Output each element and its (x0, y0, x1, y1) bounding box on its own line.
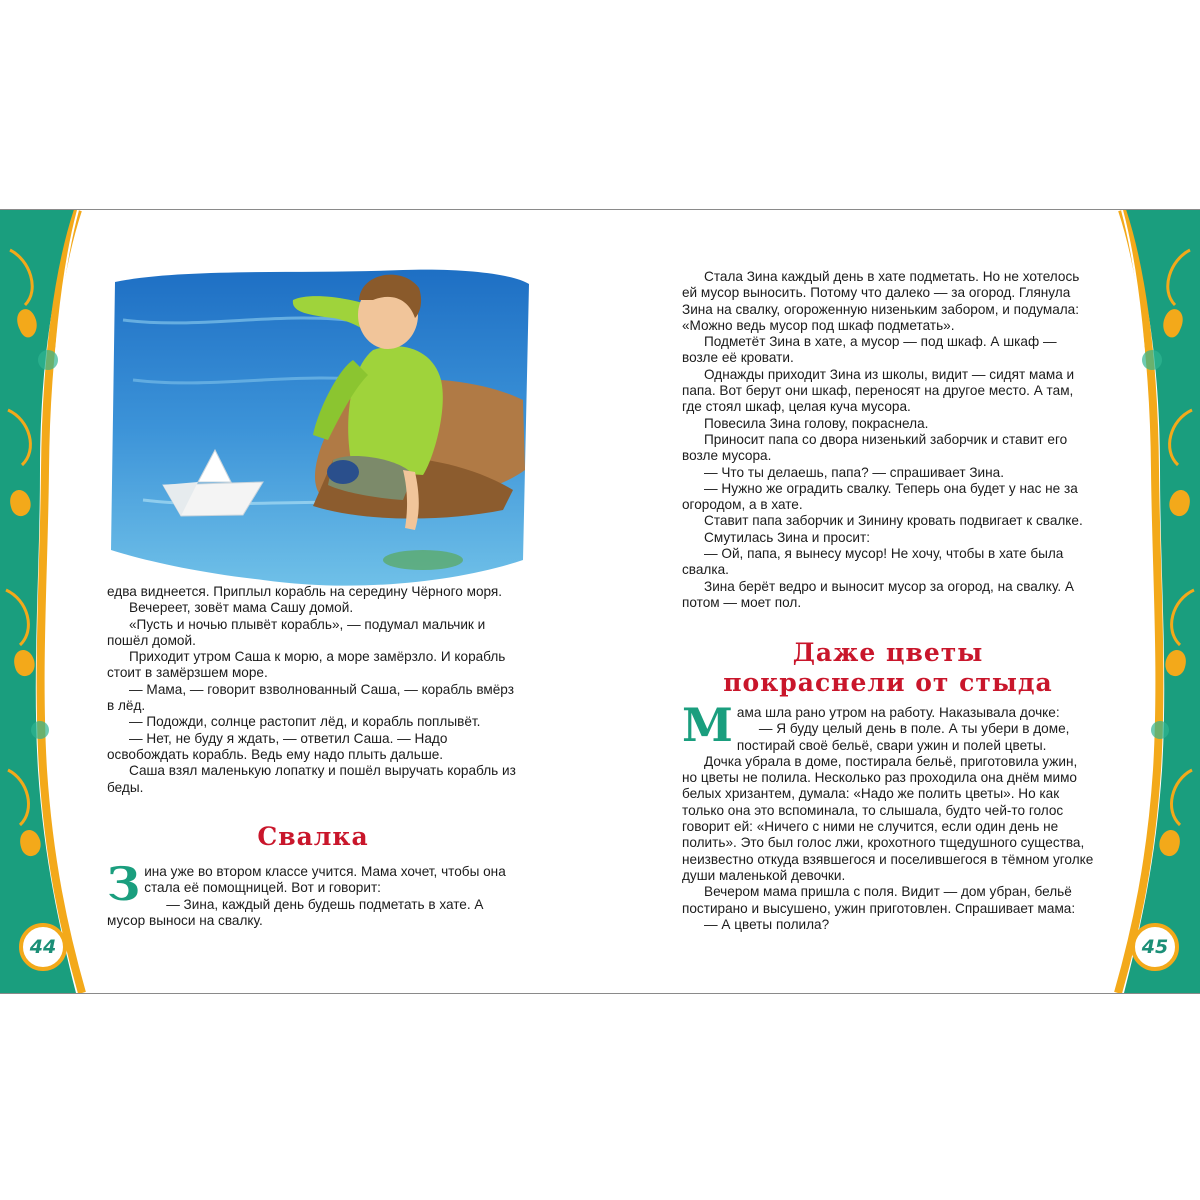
story-title-flowers (682, 638, 1094, 698)
left-page-text-bottom (107, 857, 519, 929)
paragraph: — Ой, папа, я вынесу мусор! Не хочу, чтобы в хате была свалка. (682, 546, 1064, 578)
paragraph: Зина берёт ведро и выносит мусор за огород, на свалку. А потом — моет пол. (682, 578, 1074, 610)
right-page-text-top (682, 269, 1094, 611)
story-title-svalka: Свалка (257, 822, 369, 851)
paragraph-text: ама шла рано утром на работу. Наказывала дочке: (736, 705, 1060, 720)
paragraph: Смутилась Зина и просит: (704, 529, 870, 545)
left-page-border-ornament (0, 210, 120, 993)
book-spread (0, 209, 1200, 994)
paragraph: «Пусть и ночью плывёт корабль», — подумал мальчик и пошёл домой. (107, 616, 486, 648)
paragraph: — Что ты делаешь, папа? — спрашивает Зина. (704, 464, 1004, 480)
story-title-line2: покраснели от стыда (723, 668, 1053, 697)
paragraph-with-dropcap (107, 857, 519, 911)
paragraph: Стала Зина каждый день в хате подметать. Но не хотелось ей мусор выносить. Потому что далеко — за огород. Глянула Зина на свалку, огороженную низеньким забором, и подумала: «Можно ведь мусор под шкаф подметать». (682, 269, 1080, 333)
page-number-left: 44 (19, 923, 67, 971)
paragraph: — Я буду целый день в поле. А ты убери в доме, постирай своё бельё, свари ужин и полей цветы. (736, 721, 1070, 753)
paragraph: — Мама, — говорит взволнованный Саша, — корабль вмёрз в лёд. (107, 681, 514, 714)
paragraph: Приносит папа со двора низенький заборчик и ставит его возле мусора. (682, 431, 1068, 464)
paragraph: Подметёт Зина в хате, а мусор — под шкаф. А шкаф — возле её кровати. (682, 334, 1057, 366)
paragraph: едва виднеется. Приплыл корабль на середину Чёрного моря. (107, 584, 503, 599)
dropcap-letter: М (682, 698, 733, 752)
paragraph: Повесила Зина голову, покраснела. (704, 415, 929, 431)
paragraph: — Подожди, солнце растопит лёд, и корабль поплывёт. (129, 714, 481, 730)
page-number-right: 45 (1131, 923, 1179, 971)
dropcap-letter: З (107, 857, 141, 911)
story-title-line1: Даже цветы (792, 638, 984, 667)
left-page-text-top (107, 584, 519, 796)
paragraph: — Нужно же оградить свалку. Теперь она будет у нас не за огородом, а в хате. (682, 480, 1078, 513)
paragraph: — А цветы полила? (704, 916, 830, 932)
right-page-text-bottom (682, 698, 1094, 933)
paragraph: — Зина, каждый день будешь подметать в хате. А мусор выноси на свалку. (107, 896, 484, 928)
paragraph: Вечереет, зовёт мама Сашу домой. (129, 600, 354, 616)
paragraph: Дочка убрала в доме, постирала бельё, приготовила ужин, но цветы не полила. Несколько раз проходила она днём мимо белых хризантем, думала: «Надо же полить цветы». Но как только она это вспоминала, то слышала, будто чей-то голос говорит ей: «Ничего с ними не случится, если один день не полить». Это был голос лжи, крохотного тщедушного существа, неизвестно откуда взявшегося и поселившегося в тёмном уголке души маленькой девочки. (682, 753, 1094, 883)
paragraph: Ставит папа заборчик и Зинину кровать подвигает к свалке. (704, 513, 1083, 529)
paragraph: Саша взял маленькую лопатку и пошёл выручать корабль из беды. (107, 763, 516, 795)
right-page-border-ornament (1080, 210, 1200, 993)
paragraph: Однажды приходит Зина из школы, видит — сидят мама и папа. Вот берут они шкаф, переносят на другое место. А там, где стоял шкаф, целая куча мусора. (682, 366, 1075, 415)
paragraph: Приходит утром Саша к морю, а море замёрзло. И корабль стоит в замёрзшем море. (107, 649, 506, 681)
paragraph: Вечером мама пришла с поля. Видит — дом убран, бельё постирано и высушено, ужин приготовлен. Спрашивает мама: (682, 884, 1076, 916)
paragraph-text: ина уже во втором классе учится. Мама хочет, чтобы она стала её помощницей. Вот и говорит: (144, 864, 506, 896)
paragraph: — Нет, не буду я ждать, — ответил Саша. — Надо освобождать корабль. Ведь ему надо плыть дальше. (107, 730, 448, 762)
illustration-boy-with-paper-boat (103, 260, 535, 600)
